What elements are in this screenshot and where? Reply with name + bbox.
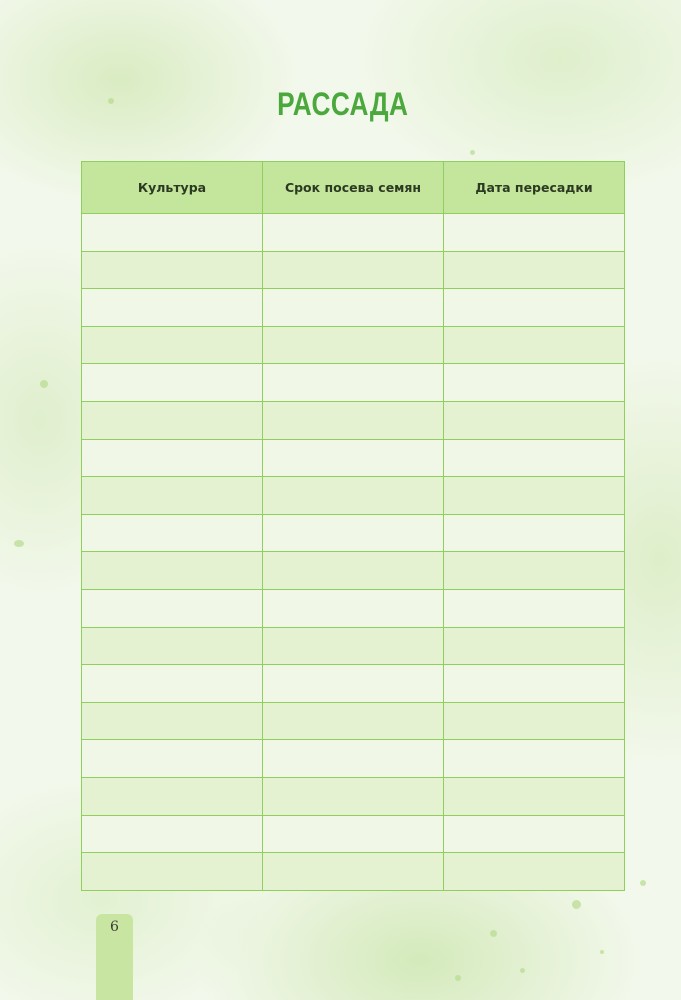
page-number: 6 (110, 919, 119, 935)
cell-crop (82, 665, 263, 703)
cell-crop (82, 589, 263, 627)
cell-sowing-date (263, 439, 444, 477)
cell-crop (82, 214, 263, 252)
paint-speck (490, 930, 497, 937)
cell-sowing-date (263, 777, 444, 815)
cell-sowing-date (263, 627, 444, 665)
cell-transplant-date (444, 815, 625, 853)
table-row (82, 214, 625, 252)
cell-transplant-date (444, 702, 625, 740)
paint-speck (640, 880, 646, 886)
cell-crop (82, 251, 263, 289)
paint-speck (520, 968, 525, 973)
cell-sowing-date (263, 514, 444, 552)
table-row (82, 326, 625, 364)
paint-speck (40, 380, 48, 388)
cell-crop (82, 289, 263, 327)
cell-crop (82, 552, 263, 590)
header-sowing-date: Срок посева семян (263, 162, 444, 214)
header-transplant-date: Дата пересадки (444, 162, 625, 214)
cell-transplant-date (444, 477, 625, 515)
cell-transplant-date (444, 289, 625, 327)
table-row (82, 589, 625, 627)
table-row (82, 702, 625, 740)
cell-transplant-date (444, 439, 625, 477)
cell-sowing-date (263, 289, 444, 327)
cell-sowing-date (263, 214, 444, 252)
table-row (82, 514, 625, 552)
cell-sowing-date (263, 251, 444, 289)
table-row (82, 665, 625, 703)
page-title: РАССАДА (277, 86, 409, 122)
table-row (82, 439, 625, 477)
cell-sowing-date (263, 589, 444, 627)
cell-crop (82, 853, 263, 891)
cell-crop (82, 815, 263, 853)
cell-sowing-date (263, 702, 444, 740)
cell-transplant-date (444, 853, 625, 891)
cell-crop (82, 439, 263, 477)
cell-transplant-date (444, 364, 625, 402)
cell-crop (82, 740, 263, 778)
cell-transplant-date (444, 665, 625, 703)
cell-sowing-date (263, 815, 444, 853)
cell-crop (82, 627, 263, 665)
table-row (82, 477, 625, 515)
cell-crop (82, 477, 263, 515)
table-row (82, 777, 625, 815)
cell-crop (82, 364, 263, 402)
cell-transplant-date (444, 552, 625, 590)
cell-sowing-date (263, 364, 444, 402)
cell-sowing-date (263, 665, 444, 703)
paint-speck (572, 900, 581, 909)
cell-transplant-date (444, 401, 625, 439)
cell-transplant-date (444, 214, 625, 252)
cell-transplant-date (444, 627, 625, 665)
cell-crop (82, 777, 263, 815)
cell-crop (82, 702, 263, 740)
table-row (82, 401, 625, 439)
cell-crop (82, 401, 263, 439)
cell-transplant-date (444, 251, 625, 289)
cell-crop (82, 514, 263, 552)
table-row (82, 251, 625, 289)
cell-crop (82, 326, 263, 364)
seedling-table (81, 161, 625, 891)
cell-sowing-date (263, 552, 444, 590)
table-row (82, 364, 625, 402)
table-row (82, 552, 625, 590)
table-row (82, 853, 625, 891)
cell-sowing-date (263, 401, 444, 439)
table-row (82, 740, 625, 778)
cell-sowing-date (263, 326, 444, 364)
paint-speck (470, 150, 475, 155)
cell-transplant-date (444, 740, 625, 778)
table-header-row (82, 162, 625, 214)
paint-speck (455, 975, 461, 981)
cell-sowing-date (263, 477, 444, 515)
cell-transplant-date (444, 514, 625, 552)
cell-transplant-date (444, 777, 625, 815)
paint-speck (14, 540, 24, 547)
table-row (82, 289, 625, 327)
cell-transplant-date (444, 326, 625, 364)
paint-speck (600, 950, 604, 954)
cell-sowing-date (263, 740, 444, 778)
table-body (82, 214, 625, 891)
table-row (82, 815, 625, 853)
table-row (82, 627, 625, 665)
cell-sowing-date (263, 853, 444, 891)
header-crop: Культура (82, 162, 263, 214)
cell-transplant-date (444, 589, 625, 627)
